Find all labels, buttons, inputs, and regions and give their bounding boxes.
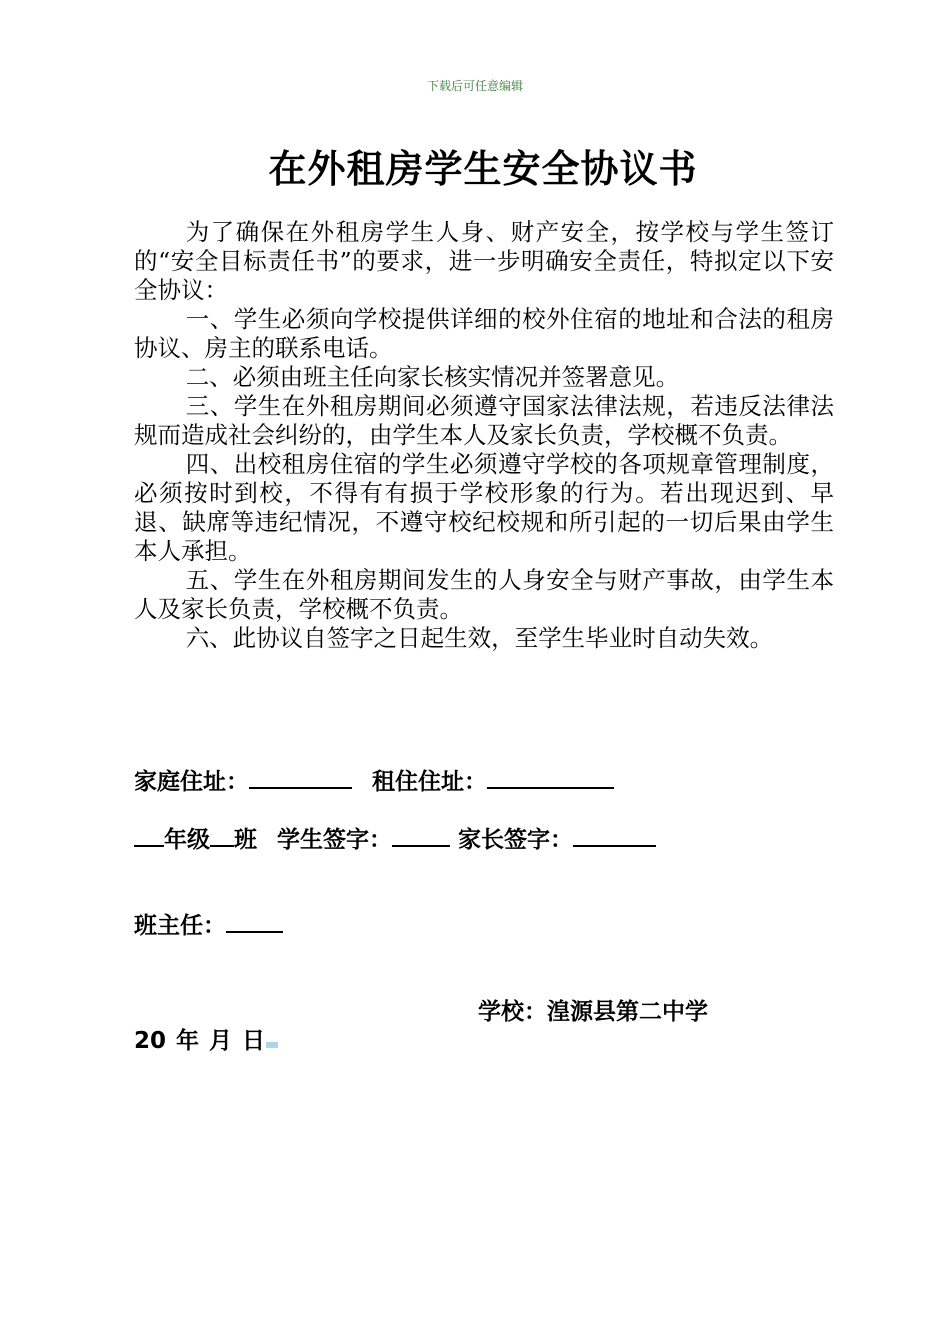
class-blank[interactable]	[210, 823, 234, 847]
text-cursor-mark	[266, 1042, 278, 1048]
grade-label: 年级	[164, 827, 210, 853]
paragraph-clause-2: 二、必须由班主任向家长核实情况并签署意见。	[185, 363, 680, 391]
month-label: 月	[209, 1028, 233, 1054]
signature-row	[134, 821, 656, 854]
document-title: 在外租房学生安全协议书	[268, 147, 698, 191]
parent-sign-label: 家长签字：	[458, 827, 573, 853]
day-label: 日	[242, 1028, 266, 1054]
class-label: 班	[234, 827, 257, 853]
paragraph-clause-3: 三、学生在外租房期间必须遵守国家法律法规，若违反法律法规而造成社会纠纷的，由学生本人及家长负责，学校概不负责。	[134, 392, 834, 449]
date-line	[134, 1022, 278, 1055]
paragraph-intro: 为了确保在外租房学生人身、财产安全，按学校与学生签订的“安全目标责任书”的要求，进一步明确安全责任，特拟定以下安全协议：	[134, 218, 834, 304]
header-note: 下载后可任意编辑	[426, 79, 523, 93]
teacher-row	[134, 907, 283, 940]
paragraph-clause-6: 六、此协议自签字之日起生效，至学生毕业时自动失效。	[185, 624, 774, 652]
paragraph-clause-1: 一、学生必须向学校提供详细的校外住宿的地址和合法的租房协议、房主的联系电话。	[134, 305, 834, 362]
home-address-blank[interactable]	[249, 765, 352, 789]
home-address-label: 家庭住址：	[134, 769, 249, 795]
paragraph-clause-5: 五、学生在外租房期间发生的人身安全与财产事故，由学生本人及家长负责，学校概不负责。	[134, 566, 834, 623]
parent-sign-blank[interactable]	[573, 823, 656, 847]
rental-address-label: 租住住址：	[372, 769, 487, 795]
student-sign-label: 学生签字：	[277, 827, 392, 853]
teacher-sign-blank[interactable]	[226, 909, 283, 933]
grade-blank[interactable]	[134, 823, 164, 847]
agreement-body	[134, 218, 834, 653]
school-name: 学校：湟源县第二中学	[478, 999, 708, 1025]
address-row	[134, 763, 614, 796]
rental-address-blank[interactable]	[487, 765, 614, 789]
year-prefix: 20	[134, 1028, 167, 1054]
paragraph-clause-4: 四、出校租房住宿的学生必须遵守学校的各项规章管理制度，必须按时到校，不得有有损于学校形象的行为。若出现迟到、早退、缺席等违纪情况，不遵守校纪校规和所引起的一切后果由学生本人承担。	[134, 450, 834, 565]
year-label: 年	[176, 1028, 200, 1054]
teacher-label: 班主任：	[134, 913, 226, 939]
student-sign-blank[interactable]	[392, 823, 450, 847]
